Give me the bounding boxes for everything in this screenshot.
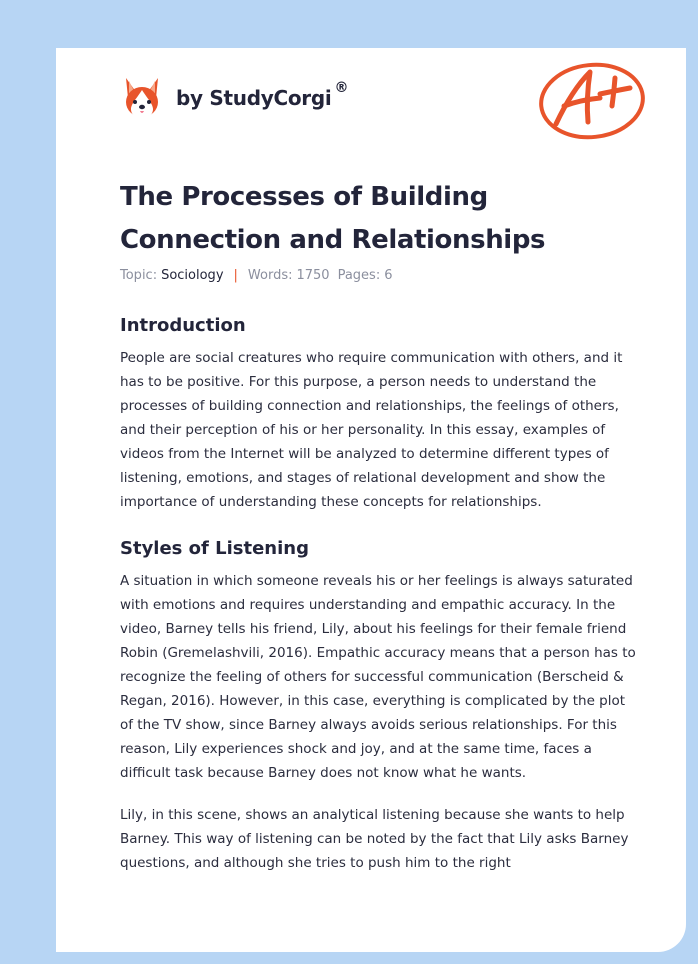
topic-link[interactable]: Sociology	[161, 268, 224, 283]
pages-count: 6	[384, 268, 393, 283]
a-plus-grade-icon	[538, 60, 646, 140]
topic-label: Topic:	[120, 268, 158, 283]
paragraph: People are social creatures who require communication with others, and it has to be positive. For this purpose, a person needs to understand the processes of building connection and relationships, the feelings of others, and their perception of his or her personality. In this essay, examples of videos from the Internet will be analyzed to determine different types of listening, emotions, and stages of relational development and show the importance of understanding these concepts for relationships.	[120, 350, 623, 510]
paragraph: Lily, in this scene, shows an analytical listening because she wants to help Barney. This way of listening can be noted by the fact that Lily asks Barney questions, and although she tries to push him to the right	[120, 807, 629, 871]
paragraph: A situation in which someone reveals his or her feelings is always saturated with emotions and requires understanding and empathic accuracy. In the video, Barney tells his friend, Lily, about his feelings for their female friend Robin (Gremelashvili, 2016). Empathic accuracy means that a person has to recognize the feeling of others for successful communication (Berscheid & Regan, 2016). However, in this case, everything is complicated by the plot of the TV show, since Barney always avoids serious relationships. For this reason, Lily experiences shock and joy, and at the same time, faces a difficult task because Barney does not know what he wants.	[120, 573, 636, 781]
article	[120, 176, 636, 893]
article-meta	[120, 268, 636, 283]
brand-name: by StudyCorgi	[176, 86, 332, 110]
article-title: The Processes of Building Connection and Relationships	[120, 182, 546, 255]
registered-mark: ®	[334, 80, 349, 96]
document-page	[56, 48, 686, 952]
section-heading-introduction: Introduction	[120, 315, 246, 336]
corgi-icon	[122, 76, 162, 120]
meta-separator: |	[233, 268, 238, 283]
section-heading-styles-of-listening: Styles of Listening	[120, 538, 309, 559]
words-count: 1750	[296, 268, 330, 283]
brand-header[interactable]	[122, 76, 348, 120]
words-label: Words:	[247, 268, 293, 283]
pages-label: Pages:	[337, 268, 381, 283]
